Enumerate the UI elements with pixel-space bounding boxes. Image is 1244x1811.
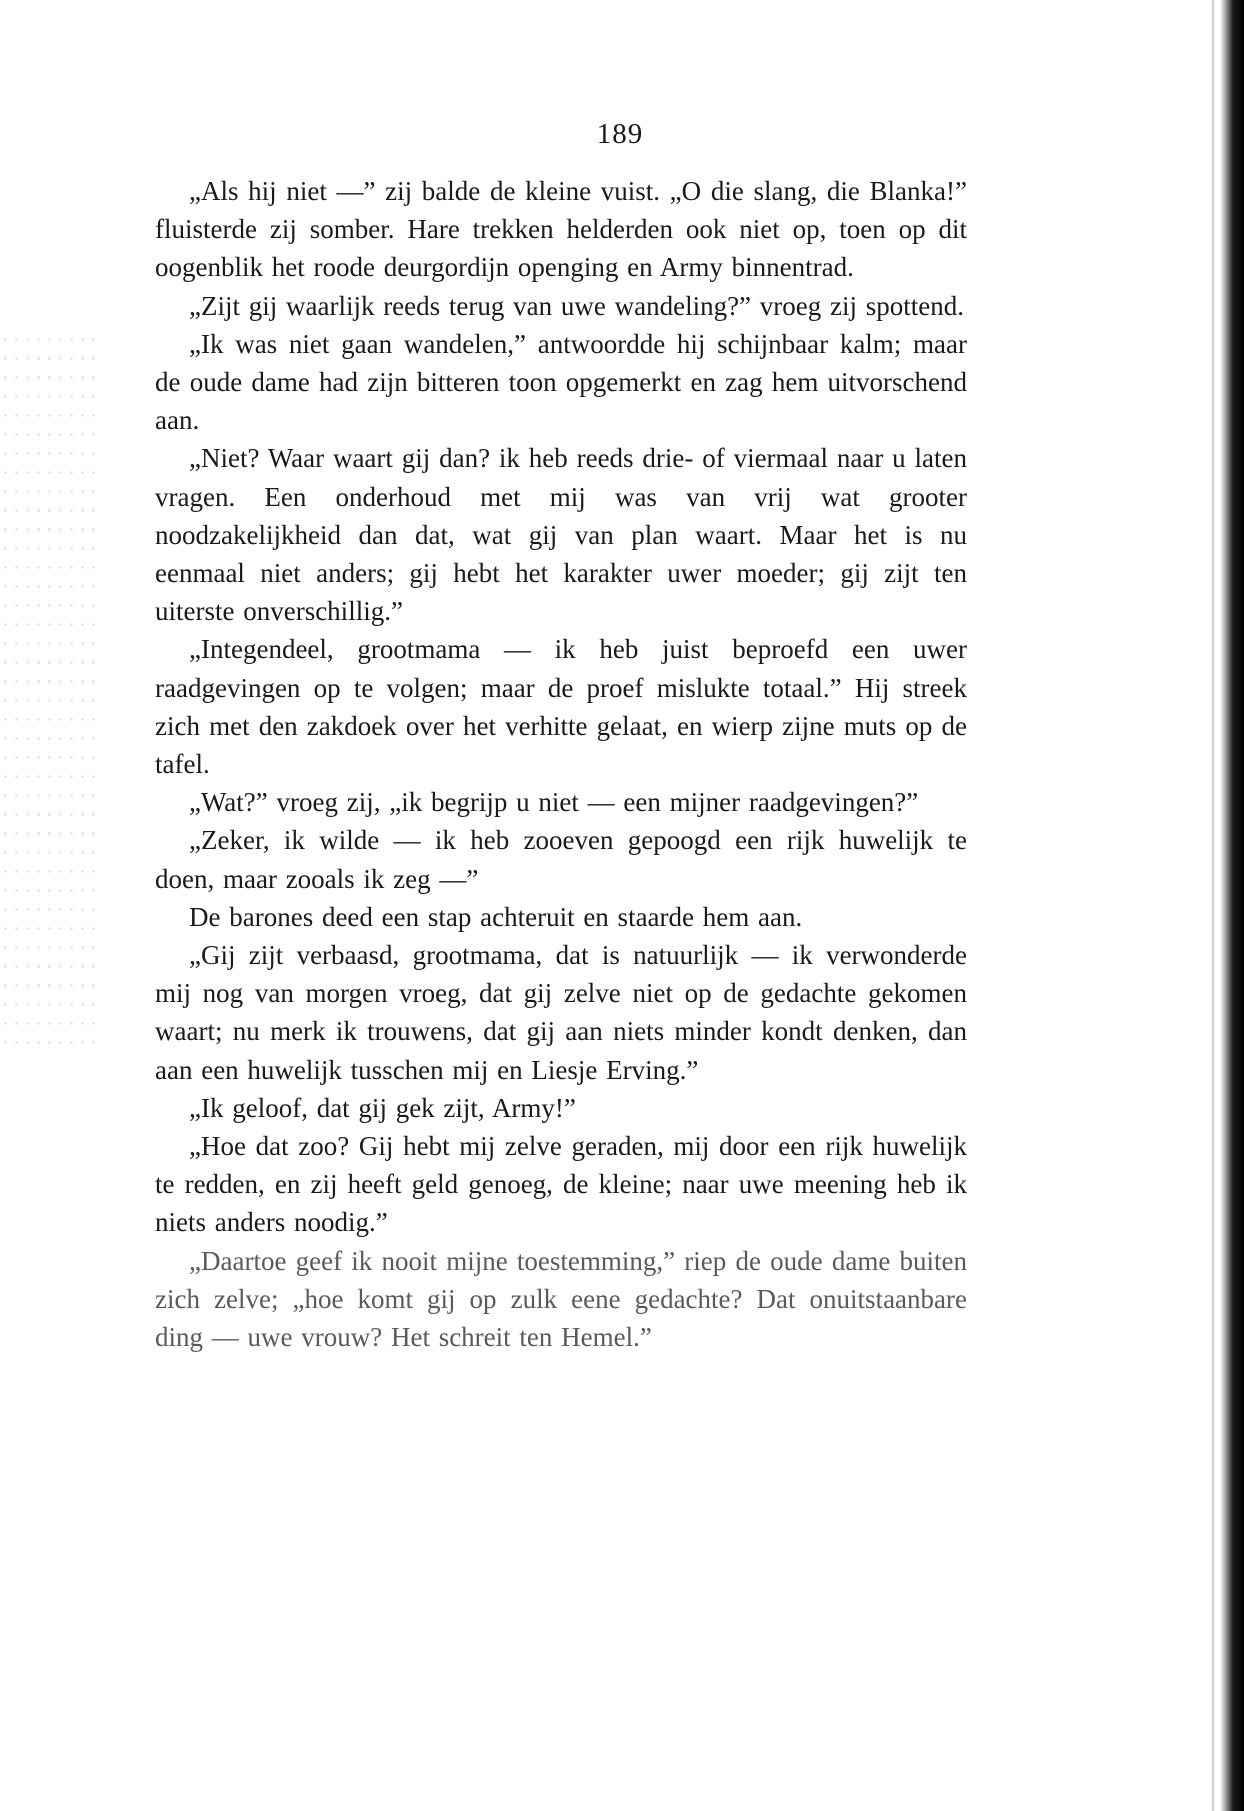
paragraph: „Integendeel, grootmama — ik heb juist beproefd een uwer raadgevingen op te volgen; maar de proef mislukte totaal.” Hij streek zich met den zakdoek over het verhitte gelaat, en wierp zijne muts op de tafel. — [155, 634, 967, 780]
paragraph: „Zijt gij waarlijk reeds terug van uwe wandeling?” vroeg zij spottend. — [189, 290, 964, 321]
paragraph: „Hoe dat zoo? Gij hebt mij zelve geraden, mij door een rijk huwelijk te redden, en zij heeft geld genoeg, de kleine; naar uwe meening heb ik niets anders noodig.” — [155, 1131, 967, 1238]
paragraph: De barones deed een stap achteruit en staarde hem aan. — [189, 901, 803, 932]
paragraph: „Zeker, ik wilde — ik heb zooeven gepoogd een rijk huwelijk te doen, maar zooals ik zeg —” — [155, 825, 967, 894]
paragraph: „Niet? Waar waart gij dan? ik heb reeds drie- of viermaal naar u laten vragen. Een onderhoud met mij was van vrij wat grooter noodzakelijkheid dan dat, wat gij van plan waart. Maar het is nu eenmaal niet anders; gij hebt het karakter uwer moeder; gij zijt ten uiterste onverschillig.” — [155, 443, 967, 627]
paragraph: „Als hij niet —” zij balde de kleine vuist. „O die slang, die Blanka!” fluisterde zij somber. Hare trekken helderden ook niet op, toen op dit oogenblik het roode deurgordijn openging en Army binnentrad. — [155, 176, 967, 283]
paragraph: „Wat?” vroeg zij, „ik begrijp u niet — een mijner raadgevingen?” — [189, 787, 919, 818]
binding-line — [1212, 0, 1214, 1811]
body-text — [155, 172, 967, 1356]
paragraph: „Ik geloof, dat gij gek zijt, Army!” — [189, 1092, 576, 1123]
binding-edge — [1220, 0, 1244, 1811]
scan-noise — [0, 330, 95, 1050]
paragraph: „Gij zijt verbaasd, grootmama, dat is natuurlijk — ik verwonderde mij nog van morgen vroeg, dat gij zelve niet op de gedachte gekomen waart; nu merk ik trouwens, dat gij aan niets minder kondt denken, dan aan een huwelijk tusschen mij en Liesje Erving.” — [155, 940, 967, 1085]
paragraph: „Ik was niet gaan wandelen,” antwoordde hij schijnbaar kalm; maar de oude dame had zijn bitteren toon opgemerkt en zag hem uitvorschend aan. — [155, 328, 967, 436]
page-number: 189 — [596, 118, 644, 150]
paragraph: „Daartoe geef ik nooit mijne toestemming,” riep de oude dame buiten zich zelve; „hoe komt gij op zulk eene gedachte? Dat onuitstaanbare ding — uwe vrouw? Het schreit ten Hemel.” — [155, 1245, 967, 1353]
